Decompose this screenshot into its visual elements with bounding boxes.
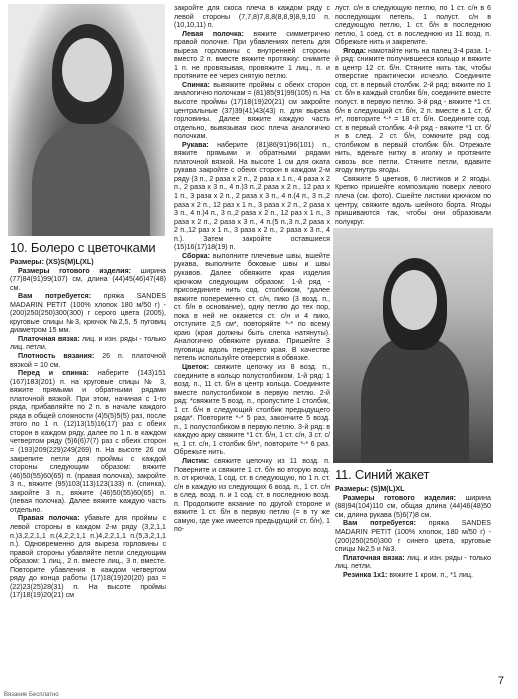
assembly-label: Сборка: <box>182 251 210 260</box>
sizes-label-11: Размеры: (S)M(L)XL <box>335 485 405 494</box>
leaf-text: свяжите цепочку из 11 возд. п. Поверните и свяжите 1 ст. б/н во вторую возд. п. от крючка, 1 сод. ст. в следующую, по 1 п. ст. с/н в каждую из следующих 6 возд. п., 1 ст. с/н в след. возд. п. и 1 сод. ст. в последнюю возд. п. Продолжите вязание по другой стороне и вяжите 1 ст. б/н в первую петлю (= в ту же самую, где уже имеется предыдущий ст. б/н), 1 по- <box>174 456 330 534</box>
right-front-text: убавьте для проймы с левой стороны в каждом 2-м ряду (3,2,1,1 п.)3,2,2,1,1 п.(4,2,2,1,1 п.)4,2,2,1,1 п.(5,3,2,1,1 п.). Одновременно для выреза горловины с правой стороны убавляйте петли следующим образом: 1 лиц., 2 п. вместе лиц., 3 п. вместе. Повторите убавления в каждом четвертом ряду до конца работы (17)18(19)20(20) раз = (22)23(25)28(31) п. На высоте проймы (17)18(19)20(21) см <box>10 514 167 600</box>
stitch-text: лиц. и изн. ряды - только лиц. петли. <box>10 334 166 352</box>
pattern-title-11: 11. Синий жакет <box>335 467 430 483</box>
sizes-line-11 <box>335 485 491 494</box>
back-label: Спинка: <box>182 80 210 89</box>
body-label: Перед и спинка: <box>18 369 89 378</box>
materials-paragraph <box>10 292 166 335</box>
leaf-label: Листик: <box>182 456 210 465</box>
sleeves-label: Рукава: <box>182 140 209 149</box>
sleeves-paragraph <box>174 141 330 252</box>
body-paragraph <box>10 369 166 514</box>
ready-size-label-11: Размеры готового изделия: <box>343 493 456 502</box>
flower-label: Цветок: <box>182 362 209 371</box>
materials-text-11: пряжа SANDES MADARIN PETIT (100% хлопок, 180 м/50 г) - (200)250(250)300 г синего цвета, круговые спицы №2,5 и №3. <box>335 519 491 554</box>
gauge-label: Плотность вязания: <box>18 352 95 361</box>
finishing-paragraph: Свяжите 5 цветков, 6 листиков и 2 ягоды. Крепко пришейте композицию поверх левого плеча (см. фото). Сшейте листики крючком по центру, свяжите вдоль шейного борта. Ягоды пришиваются так, чтобы они образовали полукруг. <box>335 174 491 226</box>
ready-size-text: ширина (77)84(91)99(107) см, длина (44)45(46)47(48) см. <box>10 266 166 292</box>
rib-text: вяжите 1 кром. п., *1 лиц. <box>387 570 473 579</box>
column-2 <box>174 4 330 534</box>
right-front-label: Правая полочка: <box>18 514 80 523</box>
photo-bolero-model <box>8 4 165 236</box>
flower-paragraph <box>174 363 330 457</box>
right-front-paragraph <box>10 514 166 599</box>
leaf-paragraph <box>174 457 330 534</box>
back-text: вывяжите проймы с обеих сторон аналогично полочкам = (81)85(91)99(105) п. На высоте проймы (17)18(19)20(21) см закройте центральные (37)39(41)43(43) п. для выреза горловины. Далее вяжите каждую часть отдельно, вывязывая скос плеча аналогично полочкам. <box>174 80 330 141</box>
page-number: 7 <box>497 675 504 687</box>
rib-paragraph <box>335 571 491 580</box>
left-front-paragraph <box>174 30 330 81</box>
assembly-paragraph <box>174 252 330 363</box>
assembly-text: выполните плечевые швы, вшейте рукава, выполните боковые швы и швы рукавов. Далее обвяжите края изделия крючком следующим образом: 1-й ряд - присоедините нить сод. столбиком, *далее вяжите попеременно ст. с/н, пико (3 возд. п., ст. б/н в основание), одну петлю до тех пор, пока в ней не окажется ст. с/н и 4 пико, отступите 2,5 см*, повторяйте *-* по всему краю (края должны быть слегка натянуты). Аналогично обвяжите рукава. Пришейте 3 пуговицы вдоль переднего края. В качестве петель используйте отверстия в обвязке. <box>174 251 330 363</box>
photo-jacket-model <box>333 228 493 463</box>
column-1 <box>10 4 166 600</box>
sleeves-text: наберите (81)86(91)96(101) п., вяжите прямыми и обратными рядами платочной вязкой. На высоте 1 см для оката рукава закройте с обеих сторон в каждом 2-м ряду (3 п., 2 раза х 2 п., 2 раза х 1 п., 4 раза х 2 п., 2 раза х 3 п., 4 п.)3 п.,2 раза х 2 п., 12 раз х 1 п., 3 раза х 2 п., 2 раза х 3 п., 4 п.(4 п., 3 п.,2 раза х 2 п., 12 раз х 1 п., 3 раза х 2 п., 2 раза х 3 п., 4 п.)4 п., 3 п.,2 раза х 2 п., 12 раз х 1 п., 3 раза х 2 п., 2 раза х 3 п., 4 п.(5 п.,3 п.,2 раза х 2 п.,12 раз х 1 п., 3 раза х 2 п., 2 раза х 3 п., 4 п.). Затем закройте оставшиеся (15)16(17)18(19) п. <box>174 140 330 252</box>
left-front-label: Левая полочка: <box>182 29 244 38</box>
stitch-label-11: Платочная вязка: <box>343 553 405 562</box>
materials-label: Вам потребуется: <box>18 292 92 301</box>
back-paragraph <box>174 81 330 141</box>
berry-text: намотайте нить на палец 3-4 раза. 1-й ряд: снимите получившееся кольцо и вяжите в центр 12 ст. б/н. Стяните нить так, чтобы отверстие практически исчезло. Соедините сод. ст. в первый столбик. 2-й ряд: вяжите по 1 ст. б/н в каждый столбик б/н, соедините вместе полуст. в первую петлю. 3-й ряд - вяжите *1 ст. б/н в следующий ст. б/н, 2 п. вместе в 1 ст. б/н*, повторите *-* = 18 ст. б/н. Соедините сод. ст. в первый столбик. 4-й ряд - вяжите *1 ст. б/н в след. 2 ст. б/н, сомкните ряд сод. столбиком в первый столбик б/н. Отрежьте нить, вденьте нитку в иголку и протяните сквозь все петли. Стяните петли, вдавите ягоду внутрь ягоды. <box>335 46 491 175</box>
flower-text: свяжите цепочку из 8 возд. п., соедините в кольцо полустолбиком. 1-й ряд: 1 возд. п., 11 ст. б/н в центр кольца. Соедините вместе полустолбиком в первую петлю. 2-й ряд: *свяжите 5 возд. п., пропустите 1 столбик, 1 ст. б/н в следующий столбик предыдущего ряда*. Повторите *-* 5 раз, закончите 5 возд. п., 1 полустолбиком в первую петлю. 3-й ряд: в каждую арку свяжите *1 ст. б/н, 1 ст. с/н, 3 ст. с/н, 1 ст. с/н, 1 столбик б/н*, повторите *-* 6 раз. Обрежьте нить. <box>174 362 330 457</box>
stitch-paragraph <box>10 335 166 352</box>
rib-label: Резинка 1х1: <box>343 570 388 579</box>
shoulder-paragraph: закройте для скоса плеча в каждом ряду с левой стороны (7,7,8)7,8,8(8,8,9)8,9,10 п.(10,10,11) п. <box>174 4 330 30</box>
model-body-shape <box>32 122 150 236</box>
body-text: наберите (143)151 (167)183(201) п. на круговые спицы № 3, вяжите прямыми и обратными рядами платочной вязкой. При этом, начиная с 1-го ряда, прибавляйте по 2 п. в начале каждого ряда в общей сложности (4)5(5)5(5) раз, после этого по 1 п. (12)13(15)16(17) раз с обеих сторон в каждом ряду, далее по 1 п. в каждом четвертом ряду (5)6(6)7(7) раз с обеих сторон = (193)209(229)249(269) п. На высоте 26 см закрепите петли для проймы с каждой стороны следующим образом: вяжите (46)50(55)60(65) п. (правая полочка), закройте 3 п., вяжите (95)103(113)123(133) п. (спинка), закройте 3 п., вяжите (46)50(55)60(65) п. (левая полочка). Далее вяжите каждую часть отдельно. <box>10 369 166 514</box>
ready-size-label: Размеры готового изделия: <box>18 266 131 275</box>
pattern-title-10: 10. Болеро с цветочками <box>10 240 156 255</box>
sizes-line <box>10 258 166 267</box>
ready-size-paragraph-11 <box>335 494 491 520</box>
stitch-paragraph-11 <box>335 554 491 571</box>
stitch-label: Платочная вязка: <box>18 334 80 343</box>
left-front-text: вяжите симметрично правой полочке. При убавлениях петель для выреза горловины с внутренней стороны вместо 2 п. вместе вяжите протяжку: снимите 1 п. не провязывая, провяжите 1 лиц., п. и протяните ее через снятую петлю. <box>174 29 330 81</box>
model-body-shape <box>361 336 469 463</box>
column-3 <box>335 4 491 579</box>
gauge-paragraph <box>10 352 166 369</box>
sizes-label: Размеры: (XS)S(M)L(XL) <box>10 258 94 266</box>
stitch-text-11: лиц. и изн. ряды - только лиц. петли. <box>335 553 491 571</box>
berry-paragraph <box>335 47 491 175</box>
berry-label: Ягода: <box>343 46 367 55</box>
materials-paragraph-11 <box>335 519 491 553</box>
gauge-text: 26 п. платочной вязкой = 10 см. <box>10 352 166 369</box>
model-face-shape <box>62 38 112 102</box>
materials-label-11: Вам потребуется: <box>343 519 417 528</box>
ready-size-paragraph <box>10 267 166 293</box>
materials-text: пряжа SANDES MADARIN PETIT (100% хлопок 180 м/50 г) - (200)250(250)300(300) г серого цвета (2005), круговые спицы №3, крючок №2,5, 5 пуговиц диаметром 15 мм. <box>10 292 166 335</box>
ready-size-text-11: ширина (88)94(104)110 см, общая длина (44)46(48)50 см, длина рукава (5)6(7)8 см. <box>335 493 491 519</box>
model-face-shape <box>391 270 437 330</box>
leaf-continued-paragraph: луст. с/н в следующую петлю, по 1 ст. с/н в 6 последующих петель, 1 полуст. с/н в следующую петлю, 1 ст. б/н в последнюю петлю, 1 соед. ст. в последнюю из 11 возд. п. Обрежьте нить и закрепите. <box>335 4 491 47</box>
footer-watermark: Вязание Бесплатно <box>4 692 59 698</box>
